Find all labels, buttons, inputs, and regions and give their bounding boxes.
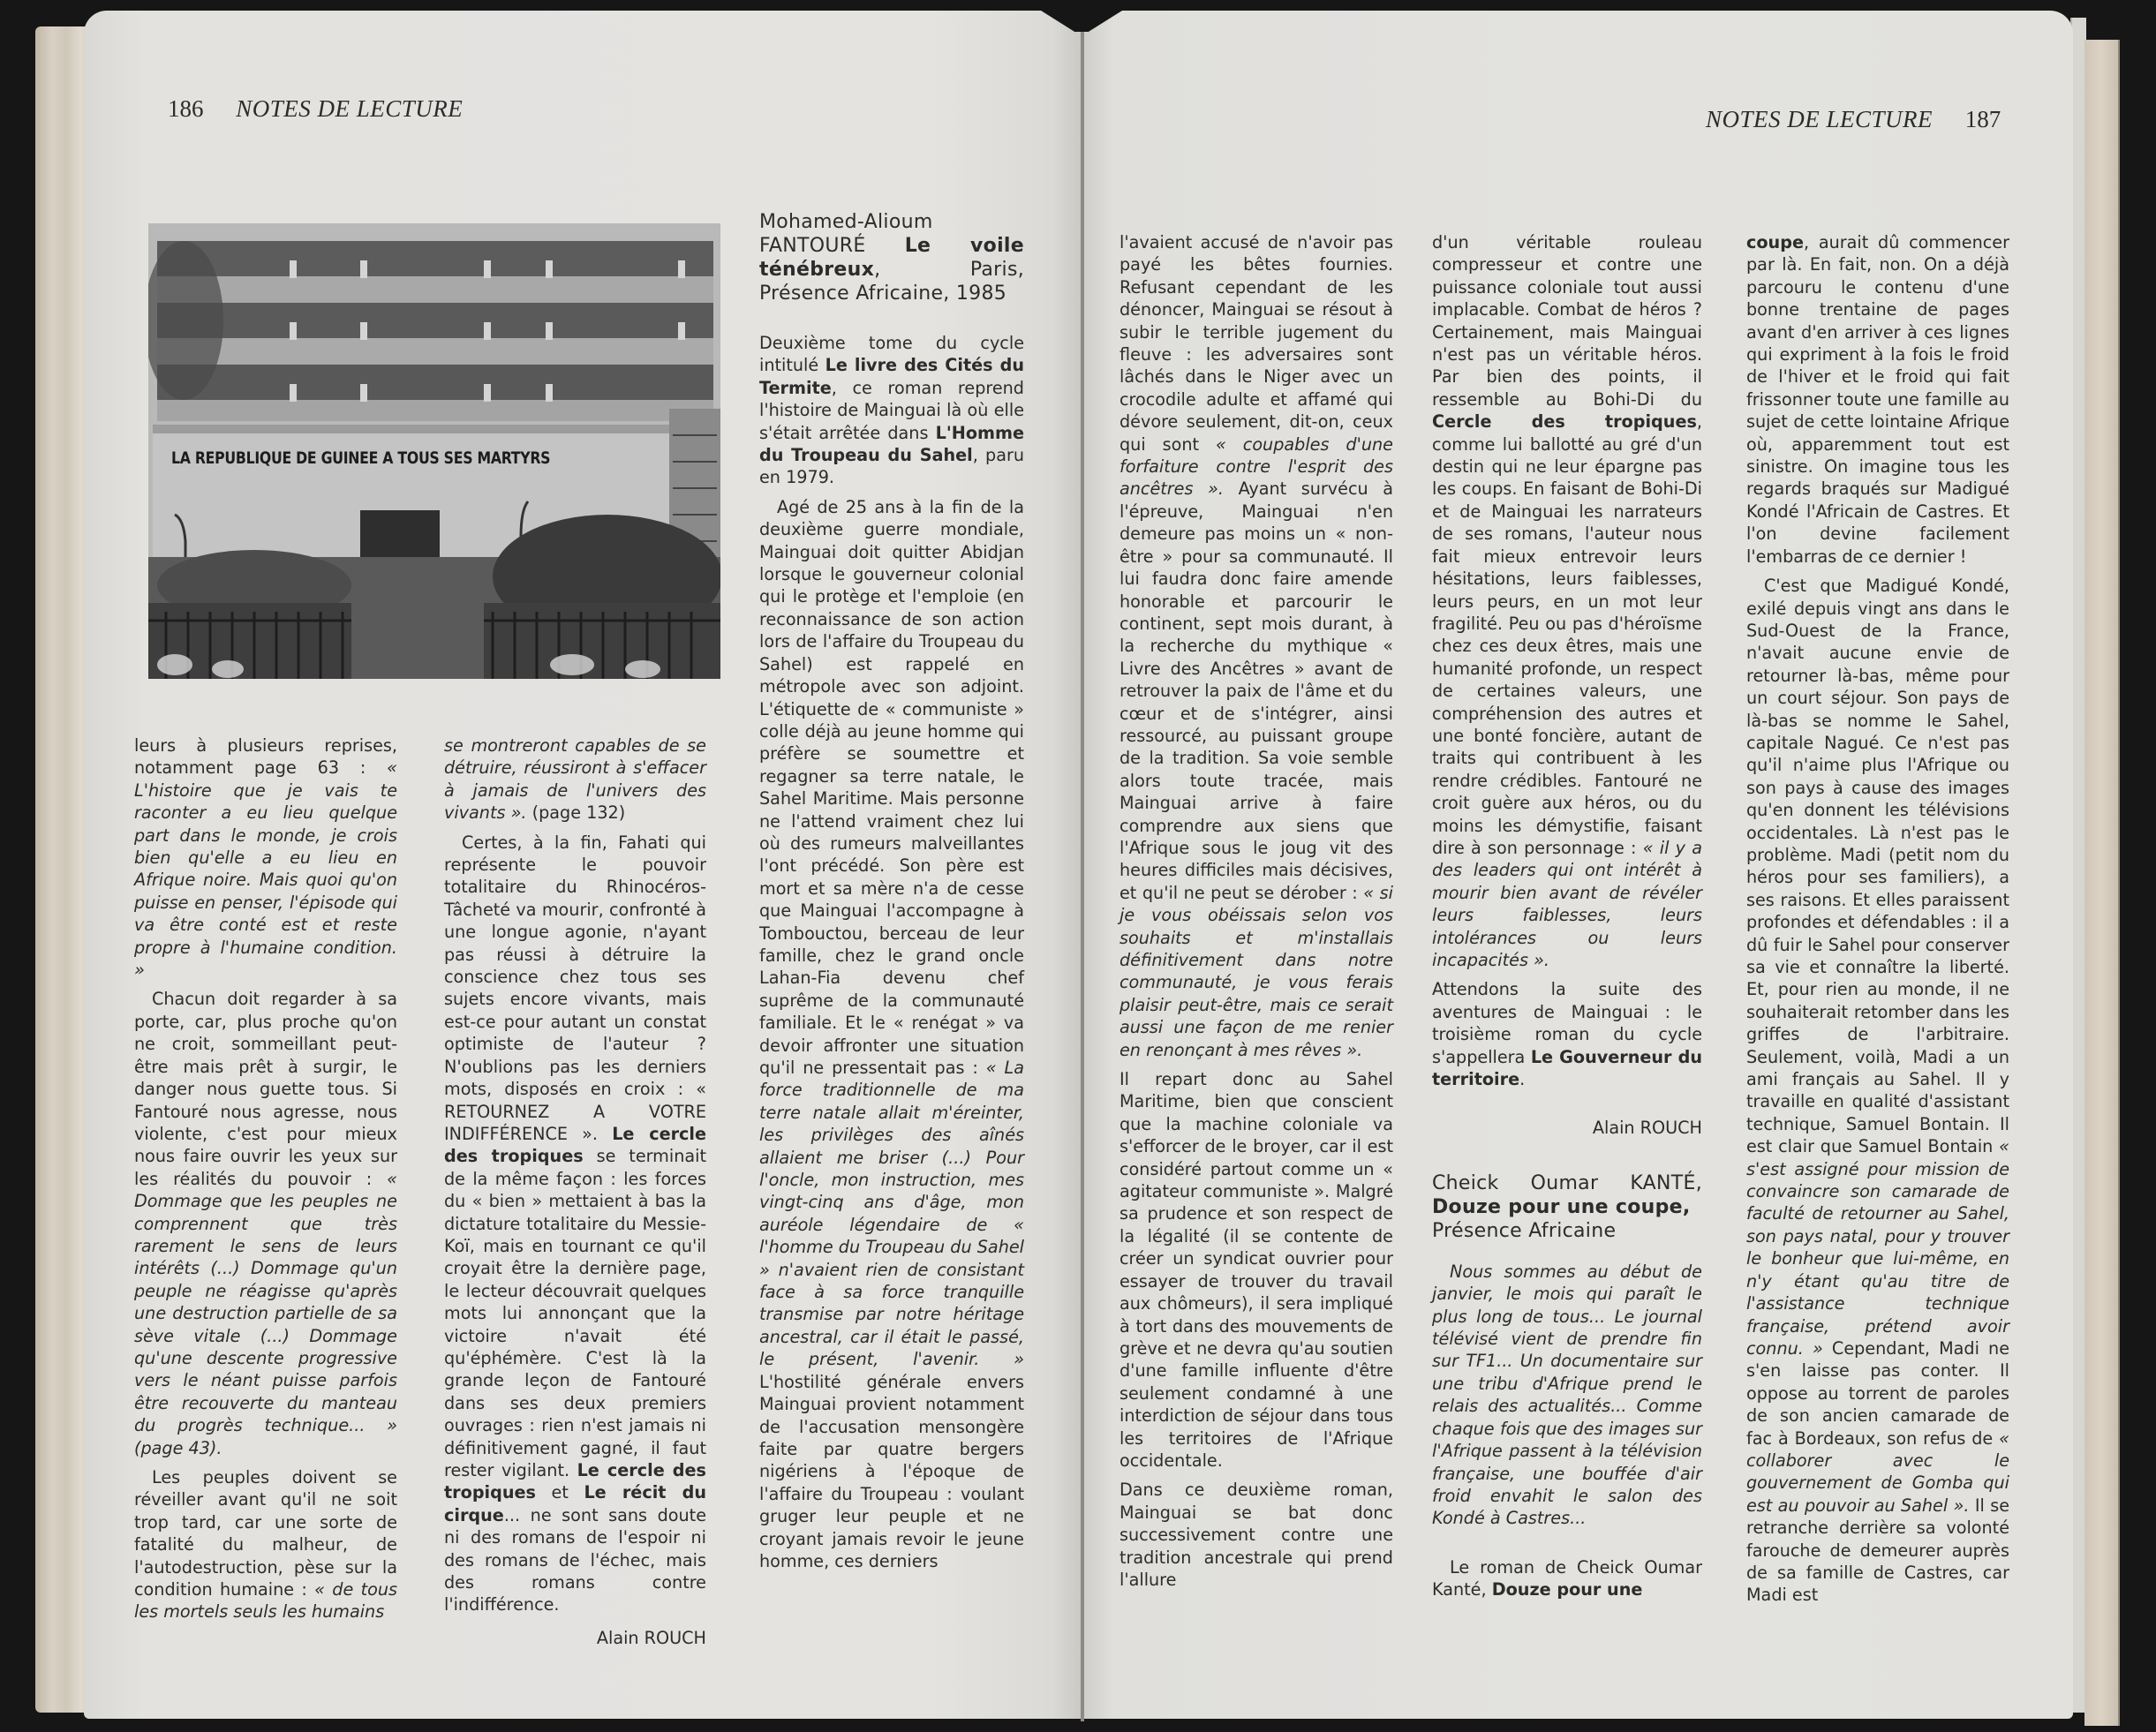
book-title: Le récit du cirque [444,1482,706,1525]
epigraph-quote: Nous sommes au début de janvier, le mois qui paraît le plus long de tous... Le journal télévisé vient de prendre fin sur TF1... Un documentaire sur une tribu d'Afrique prend le relais des actualités... Comme chaque fois que des images sur l'Afrique passent à la télévision française, une bouffée d'air froid envahit le salon des Kondé à Castres... [1432,1261,1702,1529]
quote: « coupables d'une forfaiture contre l'esprit des ancêtres ». [1119,433,1393,500]
back-cover-edge [2084,40,2120,1726]
right-running-head [1706,106,2001,133]
paragraph [134,988,397,1459]
book-title: Le Gouverneur du territoire [1432,1046,1702,1090]
quote: « de tous les mortels seuls les humains [134,1579,398,1623]
left-page-column-1 [134,734,397,1623]
running-head-title-right: NOTES DE LECTURE [1706,106,1934,132]
review2-heading [1432,1171,1702,1243]
page-number-left: 186 [168,95,204,122]
paragraph [444,734,706,825]
page-reference: (page 132) [526,802,626,824]
paragraph-text: l'avaient accusé de n'avoir pas payé les bêtes fournies. Refusant cependant de les dénoncer, Mainguai se résout à subir le terrible jugement du fleuve : les adversaires sont lâchés dans le Niger avec un crocodile adulte et affamé qui dévore seulement, dit-on, ceux qui sont [1119,232,1393,455]
paragraph-text: Attendons la suite des aventures de Mainguai : le troisième roman du cycle s'appellera [1432,979,1702,1067]
monument-inscription: LA REPUBLIQUE DE GUINEE A TOUS SES MARTYRS [171,448,551,468]
paragraph [134,734,397,981]
paragraph [444,832,706,1616]
review1-synopsis [759,496,1024,1573]
paragraph-text: Il se retranche derrière sa volonté farouche de demeurer auprès de sa famille de Castres, car Madi est [1746,1495,2009,1606]
left-page-column-2 [444,734,706,1649]
paragraph-text: Les peuples doivent se réveiller avant qu'il ne soit trop tard, car une sorte de fatalité du malheur, de l'autodestruction, pèse sur la condition humaine : [134,1467,397,1600]
paragraph [1746,575,2009,1607]
left-running-head [168,95,463,123]
review2-author: Cheick Oumar KANTÉ, [1432,1171,1702,1194]
synopsis-text: Agé de 25 ans à la fin de la deuxième guerre mondiale, Mainguai doit quitter Abidjan lorsque le gouverneur colonial qui le protège et l'emploie (en reconnaissance de son action lors de l'affaire du Troupeau du Sahel) est rappelé en métropole avec son adjoint. L'étiquette de « communiste » colle déjà au jeune homme qui préfère se soumettre et regagner sa terre natale, le Sahel Maritime. Mais personne ne l'attend vraiment chez lui où des rumeurs malveillantes l'ont précédé. Son père est mort et sa mère n'a de cesse que Mainguai l'accompagne à Tombouctou, berceau de leur famille, chez le grand oncle Lahan-Fia devenu chef suprême de la communauté familiale. Et le « renégat » va devoir affronter une situation qu'il ne pressentait pas : [759,496,1024,1078]
review2-publisher: Présence Africaine [1432,1219,1617,1242]
book-title: Le cercle des tropiques [444,1123,707,1167]
book-title: Le cercle des tropiques [444,1460,706,1503]
paragraph-text: leurs à plusieurs reprises, notamment page 63 : [134,735,397,779]
review1-column [759,210,1024,1572]
review2-title: Douze pour une coupe, [1432,1195,1691,1218]
paragraph [134,1466,397,1623]
right-page-column-1 [1119,231,1393,1591]
quote: « collaborer avec le gouvernement de Gomba qui est au pouvoir au Sahel ». [1746,1427,2009,1516]
building-floor [157,241,713,276]
review1-title: Le voile ténébreux [759,235,1024,281]
paragraph-text: C'est que Madigué Kondé, exilé depuis vingt ans dans le Sud-Ouest de la France, n'avait aucune envie de retourner là-bas, même pour un court séjour. Son pays de là-bas se nomme le Sahel, capitale Nagué. Ce n'est pas qu'il n'aime plus l'Afrique ou son pays à cause des images qu'en donnent les télévisions occidentales. Là n'est pas le problème. Madi (petit nom du héros pour ses familiers), a ses raisons. Et elles paraissent profondes et défendables : il a dû fuir le Sahel pour conserver sa vie et connaître la liberté. Et, pour rien au monde, il ne souhaiterait retomber dans les griffes de l'arbitraire. Seulement, voilà, Madi a un ami français au Sahel. Il y travaille en qualité d'assistant technique, Samuel Bontain. Il est clair que Samuel Bontain [1746,576,2009,1157]
book-title: Douze pour une [1491,1579,1643,1600]
book-title: Cercle des tropiques [1432,411,1697,433]
paragraph-text: d'un véritable rouleau compresseur et contre une puissance coloniale tout aussi implacable. Combat de héros ? Certainement, mais Mainguai n'est pas un véritable héros. Par bien des points, il ressemble au Bohi-Di du [1432,232,1702,410]
monument-photo [148,223,720,679]
review1-heading [759,210,1024,305]
synopsis-quote: « La force traditionnelle de ma terre natale allait m'éreinter, les privilèges des aînés allaient me briser (...) Pour l'oncle, mon instruction, mes vingt-cinq ans d'âge, mon auréole légendaire de « l'homme du Troupeau du Sahel » n'avaient rien de consistant face à sa force tranquille transmise par notre héritage ancestral, car il était le passé, le présent, l'avenir. » [759,1058,1025,1370]
book-title: coupe [1746,232,1804,252]
paragraph [1432,978,1702,1090]
page-number-right: 187 [1964,106,2001,132]
book-gutter [1081,26,1084,1721]
intro-text: , ce roman reprend l'histoire de Mainguai là où elle s'était arrêtée dans [759,377,1024,443]
quote: se montreront capables de se détruire, réussiront à s'effacer à jamais de l'univers des vivants ». [444,735,706,824]
paragraph [1432,1556,1702,1601]
paragraph-text: . [1519,1069,1526,1090]
paragraph: Dans ce deuxième roman, Mainguai se bat donc successivement contre une tradition ancestrale qui prend l'allure [1119,1480,1393,1590]
running-head-title-left: NOTES DE LECTURE [236,95,464,122]
reviewer-signature: Alain ROUCH [596,1627,706,1648]
paragraph-text: ... ne sont sans doute ni des romans de l'espoir ni des romans de l'échec, mais des romans contre l'indifférence. [444,1504,706,1615]
paragraph [1746,231,2009,568]
paragraph-text: , aurait dû commencer par là. En fait, non. On a déjà parcouru le contenu d'une bonne trentaine de pages avant d'en arriver à ces lignes qui expriment à la fois le froid de l'hiver et le froid qui fait frissonner toute une famille au sujet de cette lointaine Afrique où, apparemment tout est sinistre. On imagine tous les regards braqués sur Madigué Kondé l'Africain de Castres. Et l'on devine facilement l'embarras de ce dernier ! [1746,232,2009,567]
paragraph: Il repart donc au Sahel Maritime, bien que conscient que la machine coloniale va s'efforcer de le broyer, car il est considéré partout comme un « agitateur communiste ». Malgré sa prudence et son respect de la légalité (il se contente de créer un syndicat ouvrier pour essayer de trouver du travail aux chômeurs), il sera impliqué à tort dans des mouvements de grève et ne devra qu'au soutien d'une famille influente d'être seulement condamné à une interdiction de séjour dans tous les territoires de l'Afrique occidentale. [1119,1069,1393,1471]
review1-publication: , Paris, Présence Africaine, 1985 [759,259,1024,305]
right-page-column-3 [1746,231,2009,1607]
quote: « si je vous obéissais selon vos souhaits et m'installais définitivement dans notre communauté, je vous ferais plaisir peut-être, mais ce serait aussi une façon de me renier en renonçant à mes rêves ». [1119,882,1393,1060]
right-page-column-2 [1432,231,1702,1601]
paragraph-text: Ayant survécu à l'épreuve, Mainguai n'en demeure pas moins un « non-être » pour sa communauté. Il lui faudra donc faire amende honorable et parcourir le continent, sept mois durant, à la recherche du mythique « Livre des Ancêtres » avant de retrouver la paix de l'âme et du cœur et de s'intégrer, ainsi ressourcé, au puissant groupe de la tradition. Sa voie semble alors toute tracée, mais Mainguai arrive à faire comprendre aux siens que l'Afrique sous le joug vit des heures difficiles mais décisives, et qu'il ne peut se dérober : [1119,478,1393,903]
review2-epigraph [1432,1261,1702,1530]
paragraph [1432,231,1702,971]
intro-text: , paru en 1979. [759,445,1024,488]
quote: « Dommage que les peuples ne comprennent que très rarement le sens de leurs intérêts (...) Dommage qu'un peuple ne réagisse qu'après une destruction partielle de sa sève vitale (...) Dommage qu'une descente progressive vers le néant puisse parfois être recouverte du manteau du progrès technique... » (page 43). [134,1168,397,1458]
previous-novel-title: L'Homme du Troupeau du Sahel [759,422,1024,466]
quote: « s'est assigné pour mission de convaincre son camarade de faculté de retourner au Sahel, son pays natal, pour y trouver le bonheur que lui-même, en n'y étant qu'au titre de l'assistance technique française, prétend avoir connu. » [1746,1136,2009,1359]
quote: « il y a des leaders qui ont intérêt à mourir bien avant de révéler leurs faiblesses, leurs intolérances ou leurs incapacités ». [1432,837,1702,970]
cycle-title: Le livre des Cités du Termite [759,355,1024,398]
paragraph [1119,231,1393,1061]
review1-intro [759,332,1024,489]
paragraph-text: se terminait de la même façon : les forces du « bien » mettaient à bas la dictature totalitaire du Messie-Koï, mais en tournant ce qu'il croyait être la dernière page, le lecteur découvrait quelques mots lui annonçant que la victoire n'avait été qu'éphémère. C'est là la grande leçon de Fantouré dans ses deux premiers ouvrages : rien n'est jamais ni définitivement gagné, il faut rester vigilant. [444,1146,706,1480]
intro-text: Deuxième tome du cycle intitulé [759,333,1024,376]
paragraph-text: et [535,1482,584,1503]
paragraph-text: Le roman de Cheick Oumar Kanté, [1432,1556,1702,1600]
paragraph-text: , comme lui ballotté au gré d'un destin qui ne leur épargne pas les coups. En faisant de Bohi-Di et de Mainguai les narrateurs de ses romans, l'auteur nous fait mieux entrevoir leurs hésitations, leurs faiblesses, leurs peurs, en un mot leur fragilité. Peu ou pas d'héroïsme chez ces deux êtres, mais une humanité profonde, un respect de certaines valeurs, une compréhension des autres et une bonté foncière, autant de traits qui contribuent à les rendre crédibles. Fantouré ne croit guère aux héros, ou du moins les démystifie, faisant dire à son personnage : [1432,411,1702,858]
synopsis-text: L'hostilité générale envers Mainguai provient notamment de l'accusation mensongère faite par quatre bergers nigériens à l'époque de l'affaire du Troupeau : voulant gruger leur peuple et ne croyant jamais revoir le jeune homme, ces derniers [759,1371,1024,1571]
paragraph-text: Certes, à la fin, Fahati qui représente le pouvoir totalitaire du Rhinocéros-Tâcheté va mourir, confronté à une longue agonie, n'ayant pas réussi à détruire la conscience chez tous ses sujets encore vivants, mais est-ce pour autant un constat optimiste de l'auteur ? N'oublions pas les derniers mots, disposés en croix : « RETOURNEZ A VOTRE INDIFFÉRENCE ». [444,832,706,1144]
review1-author: Mohamed-Alioum FANTOURÉ [759,211,933,257]
paragraph-text: Chacun doit regarder à sa porte, car, plus proche qu'on ne croit, sommeillant peut-être mais prêt à surgir, le danger nous guette tous. Si Fantouré nous agresse, nous violente, c'est pour mieux nous faire ouvrir les yeux sur les réalités du pouvoir : [134,989,397,1189]
paragraph-text: Cependant, Madi ne s'en laisse pas conter. Il oppose au torrent de paroles de son ancien camarade de fac à Bordeaux, son refus de [1746,1337,2010,1449]
reviewer-signature: Alain ROUCH [1592,1118,1702,1139]
quote: « L'histoire que je vais te raconter a eu lieu quelque part dans le monde, je crois bien qu'elle a eu lieu en Afrique noire. Mais quoi qu'on puisse en penser, l'épisode qui va être conté est et reste propre à l'humaine condition. » [134,757,397,981]
